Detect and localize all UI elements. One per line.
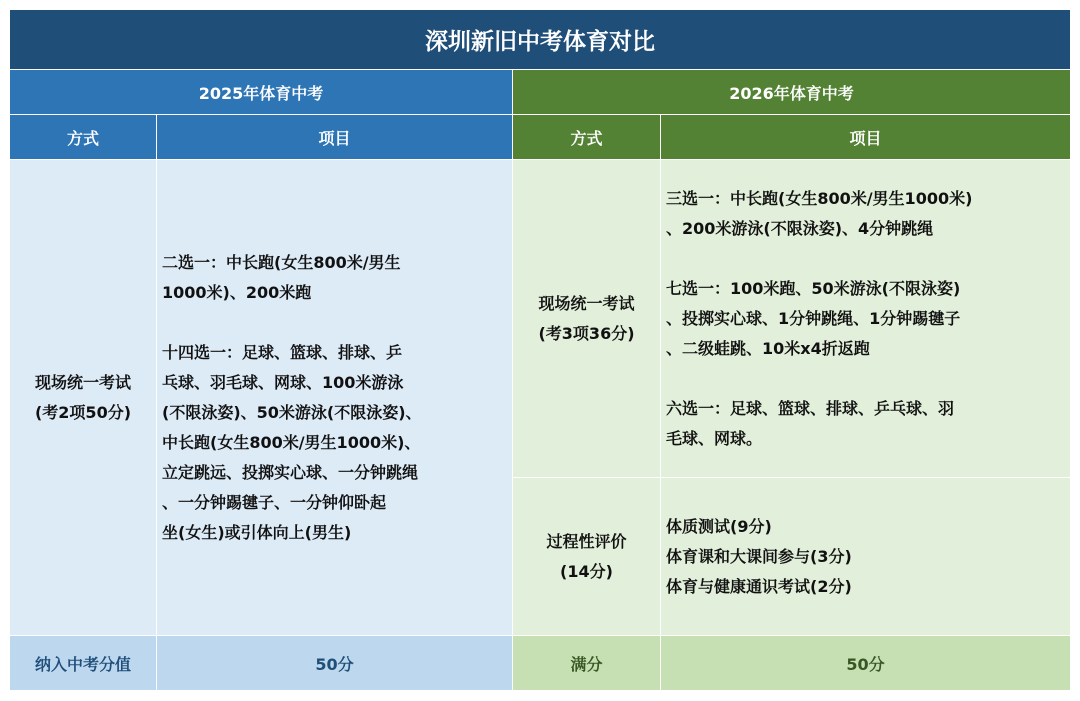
item-line: 体质测试(9分) [666,516,772,536]
method-2026-exam-line: 现场统一考试 [538,293,635,313]
column-header-items-2025: 项目 [157,115,513,160]
item-line: 体育课和大课间参与(3分) [666,546,852,566]
items-2026-exam [661,160,1071,478]
item-line: 立定跳远、投掷实心球、一分钟跳绳 [162,462,419,482]
item-line: 坐(女生)或引体向上(男生) [162,522,352,542]
method-2025-line: 现场统一考试 [34,372,131,392]
item-line: 六选一：足球、篮球、排球、乒乓球、羽 [666,398,955,418]
footer-label-2025: 纳入中考分值 [10,636,157,691]
method-2026-exam [513,160,661,478]
items-2025-group-1 [162,248,512,308]
item-line: 三选一：中长跑(女生800米/男生1000米) [666,188,973,208]
header-2025: 2025年体育中考 [10,70,513,115]
item-line: 中长跑(女生800米/男生1000米)、 [162,432,421,452]
items-2026-process [661,478,1071,636]
items-2026-group-3 [666,394,1070,454]
item-line: 乓球、羽毛球、网球、100米游泳 [162,372,404,392]
method-2026-process-line: (14分) [560,561,613,581]
method-2025-line: (考2项50分) [34,402,132,422]
item-line: 十四选一：足球、篮球、排球、乒 [162,342,403,362]
item-line: 1000米)、200米跑 [162,282,312,302]
footer-value-2025: 50分 [157,636,513,691]
method-2025 [10,160,157,636]
method-2026-exam-line: (考3项36分) [538,323,635,343]
column-header-method-2026: 方式 [513,115,661,160]
column-header-items-2026: 项目 [661,115,1071,160]
item-line: (不限泳姿)、50米游泳(不限泳姿)、 [162,402,422,422]
header-2026: 2026年体育中考 [513,70,1071,115]
item-line: 、200米游泳(不限泳姿)、4分钟跳绳 [666,218,934,238]
item-line: 、二级蛙跳、10米x4折返跑 [666,338,870,358]
item-line: 、一分钟踢毽子、一分钟仰卧起 [162,492,387,512]
items-2026-group-1 [666,184,1070,244]
items-2025-group-2 [162,338,512,548]
method-2026-process-line: 过程性评价 [546,531,627,551]
page-title: 深圳新旧中考体育对比 [10,10,1071,70]
column-header-method-2025: 方式 [10,115,157,160]
items-2025 [157,160,513,636]
footer-label-2026: 满分 [513,636,661,691]
item-line: 、投掷实心球、1分钟跳绳、1分钟踢毽子 [666,308,961,328]
item-line: 毛球、网球。 [666,428,763,448]
item-line: 七选一：100米跑、50米游泳(不限泳姿) [666,278,961,298]
item-line: 二选一：中长跑(女生800米/男生 [162,252,401,272]
items-2026-group-2 [666,274,1070,364]
footer-value-2026: 50分 [661,636,1071,691]
item-line: 体育与健康通识考试(2分) [666,576,852,596]
method-2026-process [513,478,661,636]
